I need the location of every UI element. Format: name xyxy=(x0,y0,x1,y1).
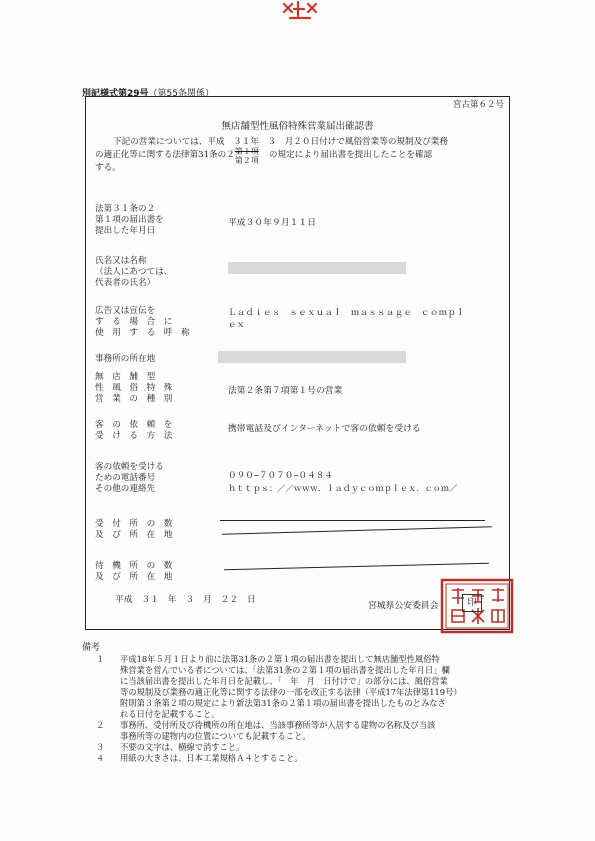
ad-name-label: 広告又は宣伝を す る 場 合 に 使 用 す る 呼 称 xyxy=(95,306,190,338)
ad-name-value-line-1: Ｌａｄｉｅｓ ｓｅｘｕａｌ ｍａｓｓａｇｅ ｃｏｍｐｌ xyxy=(228,307,465,317)
issuer-name: 宮城県公安委員会 xyxy=(368,601,439,611)
business-type-label: 無 店 舗 型 性 風 俗 特 殊 営 業 の 種 別 xyxy=(95,372,173,404)
intro-line-3: する。 xyxy=(95,163,121,173)
contact-label: 客の依頼を受ける ための電話番号 その他の連絡先 xyxy=(95,462,164,494)
intro-clause-correction xyxy=(234,147,269,165)
waiting-office-label: 待 機 所 の 数 及 び 所 在 地 xyxy=(95,561,173,582)
notes-heading: 備考 xyxy=(82,643,101,653)
filing-date-label: 法第３１条の２ 第１項の届出書を 提出した年月日 xyxy=(95,204,164,236)
red-stamp-fragment-icon xyxy=(270,0,330,24)
filing-date-value: 平成３０年９月１１日 xyxy=(228,218,316,228)
intro-struck-clause: 第１項 xyxy=(234,147,259,156)
form-number-ref: （第55条関係） xyxy=(148,89,214,99)
intro-line-2 xyxy=(95,147,503,165)
small-seal: 印 xyxy=(462,594,482,612)
intro-line-2-post: の規定により届出書を提出したことを確認 xyxy=(268,150,433,160)
note-item: ２ 事務所、受付所及び待機所の所在地は、当該事務所等が入居する建物の名称及び当該 事務所等の建物内の位置についても記載すること。 xyxy=(96,720,436,741)
ad-name-value-line-2: ｅｘ xyxy=(228,319,245,329)
intro-inserted-clause: 第２項 xyxy=(234,156,259,165)
document-number: 宮古第６２号 xyxy=(452,100,504,110)
contact-url: ｈｔｔｐｓ：／／ｗｗｗ．ｌａｄｙｃｏｍｐｌｅｘ．ｃｏｍ／ xyxy=(228,483,458,493)
note-item: ３ 不要の文字は、横線で消すこと。 xyxy=(96,742,245,752)
reception-office-label: 受 付 所 の 数 及 び 所 在 地 xyxy=(95,519,173,540)
note-item: １ 平成18年５月１日より前に法第31条の２第１項の届出書を提出して無店舗型性風俗特 殊営業を営んでいる者については、「法第31条の２第１項の届出書を提出した年月日」欄 に当該届出書を提出した年月日を記載し、「 年 月 日付けで」の部分には、風俗営業 等の規制及び業務の適正化等に関する法律の一部を改正する法律（平成17年法律第119号） 附則第３条第２項の規定により新法第31条の２第１項の届出書を提出したものとみなさ れる日付を記載すること。 xyxy=(96,654,462,719)
contact-phone: ０９０−７０７０−０４８４ xyxy=(228,471,333,481)
reception-office-blank-line-1 xyxy=(220,520,485,521)
issue-date: 平成 ３１ 年 ３ 月 ２２ 日 xyxy=(115,595,256,605)
reception-method-value: 携帯電話及びインターネットで客の依頼を受ける xyxy=(228,424,421,434)
name-redaction xyxy=(228,262,406,274)
intro-line-2-pre: の適正化等に関する法律第31条の２ xyxy=(95,150,235,160)
intro-text xyxy=(95,136,503,175)
document-title: 無店舗型性風俗特殊営業届出確認書 xyxy=(221,121,374,132)
office-address-redaction xyxy=(218,351,406,363)
name-label: 氏名又は名称 （法人にあつては、 代表者の氏名） xyxy=(95,256,173,288)
business-type-value: 法第２条第７項第１号の営業 xyxy=(228,386,343,396)
office-address-label: 事務所の所在地 xyxy=(95,354,156,364)
note-item: ４ 用紙の大きさは、日本工業規格Ａ４とすること。 xyxy=(96,753,303,763)
notes-list xyxy=(96,654,526,764)
form-number-main: 別記様式第29号 xyxy=(82,89,149,99)
reception-method-label: 客 の 依 頼 を 受 け る 方 法 xyxy=(95,420,173,441)
intro-line-1: 下記の営業については、平成 ３１年 ３ 月２０日付けで風俗営業等の規制及び業務 xyxy=(113,137,448,147)
